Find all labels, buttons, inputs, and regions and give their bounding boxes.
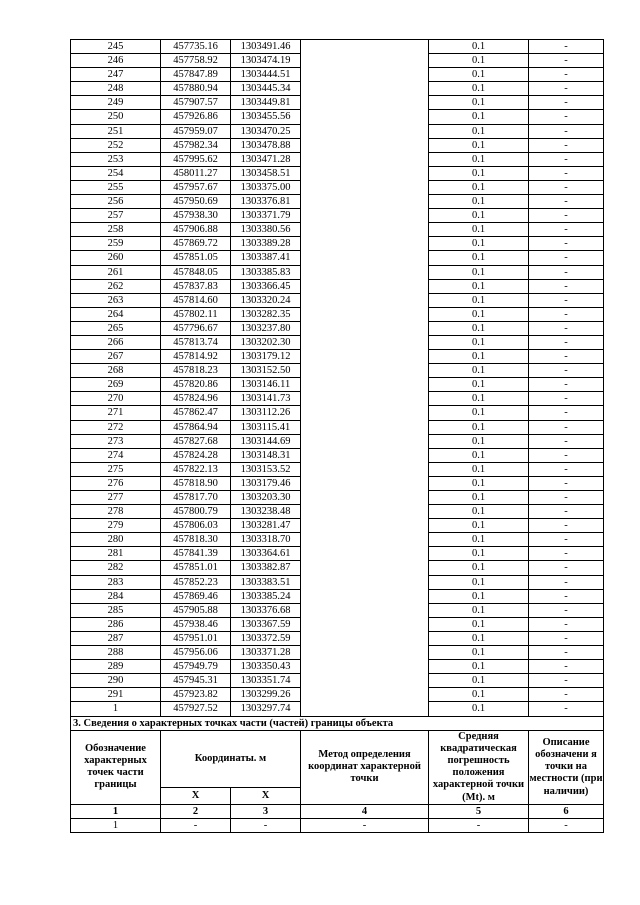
- cell: 0.1: [429, 40, 529, 54]
- cell: -: [529, 674, 604, 688]
- cell: 245: [71, 40, 161, 54]
- coordinates-table: [70, 39, 604, 833]
- cell: -: [529, 54, 604, 68]
- cell: 0.1: [429, 180, 529, 194]
- cell: 1303115.41: [231, 420, 301, 434]
- cell: 0.1: [429, 166, 529, 180]
- cell: 0.1: [429, 68, 529, 82]
- cell: 268: [71, 364, 161, 378]
- cell: 0.1: [429, 124, 529, 138]
- cell: 457950.69: [161, 195, 231, 209]
- cell: 270: [71, 392, 161, 406]
- cell: 1303148.31: [231, 448, 301, 462]
- cell: 288: [71, 646, 161, 660]
- cell: 280: [71, 533, 161, 547]
- cell: 457938.46: [161, 617, 231, 631]
- cell: 457837.83: [161, 279, 231, 293]
- cell: 269: [71, 378, 161, 392]
- cell: 457982.34: [161, 138, 231, 152]
- cell: -: [529, 476, 604, 490]
- cell: 0.1: [429, 82, 529, 96]
- cell: 1303179.46: [231, 476, 301, 490]
- cell: -: [231, 818, 301, 832]
- cell: -: [529, 321, 604, 335]
- cell: 0.1: [429, 307, 529, 321]
- cell: -: [529, 293, 604, 307]
- cell: -: [529, 561, 604, 575]
- cell: 1303299.26: [231, 688, 301, 702]
- cell: -: [161, 818, 231, 832]
- cell: 1303237.80: [231, 321, 301, 335]
- cell: 278: [71, 505, 161, 519]
- cell: 1303320.24: [231, 293, 301, 307]
- cell: 457758.92: [161, 54, 231, 68]
- cell: 256: [71, 195, 161, 209]
- cell: 457949.79: [161, 660, 231, 674]
- cell: 291: [71, 688, 161, 702]
- cell: 1303367.59: [231, 617, 301, 631]
- cell: 1: [71, 818, 161, 832]
- cell: 457938.30: [161, 209, 231, 223]
- cell: 457735.16: [161, 40, 231, 54]
- cell: 1303491.46: [231, 40, 301, 54]
- cell: 287: [71, 631, 161, 645]
- cell: 457959.07: [161, 124, 231, 138]
- header-method: Метод определения координат характерной точки: [301, 730, 429, 804]
- cell: 457851.05: [161, 251, 231, 265]
- cell: 0.1: [429, 209, 529, 223]
- coordinates-rows: [71, 40, 604, 717]
- cell: 0.1: [429, 392, 529, 406]
- cell: -: [529, 364, 604, 378]
- cell: 276: [71, 476, 161, 490]
- cell: 1303141.73: [231, 392, 301, 406]
- cell: 1303455.56: [231, 110, 301, 124]
- cell: 0.1: [429, 448, 529, 462]
- cell: 0.1: [429, 195, 529, 209]
- cell: 457869.72: [161, 237, 231, 251]
- cell: 286: [71, 617, 161, 631]
- cell: 0.1: [429, 350, 529, 364]
- column-number: 1: [71, 804, 161, 818]
- cell: -: [529, 533, 604, 547]
- column-number: 2: [161, 804, 231, 818]
- cell: -: [529, 180, 604, 194]
- cell: 457927.52: [161, 702, 231, 716]
- cell: 277: [71, 491, 161, 505]
- cell: 1303371.28: [231, 646, 301, 660]
- cell: 260: [71, 251, 161, 265]
- cell: 0.1: [429, 589, 529, 603]
- cell: 457869.46: [161, 589, 231, 603]
- cell: 1303366.45: [231, 279, 301, 293]
- cell: 457926.86: [161, 110, 231, 124]
- cell: 0.1: [429, 631, 529, 645]
- cell: 457802.11: [161, 307, 231, 321]
- cell: 1303444.51: [231, 68, 301, 82]
- cell: 1303385.83: [231, 265, 301, 279]
- cell: 267: [71, 350, 161, 364]
- cell: 271: [71, 406, 161, 420]
- cell: 1303376.68: [231, 603, 301, 617]
- cell: -: [529, 166, 604, 180]
- cell: 251: [71, 124, 161, 138]
- cell: 272: [71, 420, 161, 434]
- cell: 1303153.52: [231, 462, 301, 476]
- cell: -: [301, 818, 429, 832]
- cell: 457995.62: [161, 152, 231, 166]
- cell: 0.1: [429, 110, 529, 124]
- column-number: 6: [529, 804, 604, 818]
- cell: 279: [71, 519, 161, 533]
- cell: -: [529, 818, 604, 832]
- cell: 1303203.30: [231, 491, 301, 505]
- cell: 457851.01: [161, 561, 231, 575]
- cell: 457824.96: [161, 392, 231, 406]
- cell: -: [529, 462, 604, 476]
- header-description: Описание обозначени я точки на местности (при наличии): [529, 730, 604, 804]
- cell: 457957.67: [161, 180, 231, 194]
- cell: 0.1: [429, 54, 529, 68]
- cell: 1303371.79: [231, 209, 301, 223]
- cell: 1303458.51: [231, 166, 301, 180]
- cell: -: [529, 152, 604, 166]
- cell: -: [529, 265, 604, 279]
- cell: -: [529, 603, 604, 617]
- cell: 0.1: [429, 265, 529, 279]
- cell: 273: [71, 434, 161, 448]
- cell: 457956.06: [161, 646, 231, 660]
- cell: 457824.28: [161, 448, 231, 462]
- cell: 1303375.00: [231, 180, 301, 194]
- cell: -: [529, 279, 604, 293]
- cell: -: [529, 575, 604, 589]
- cell: 1303318.70: [231, 533, 301, 547]
- cell: 457905.88: [161, 603, 231, 617]
- cell: 266: [71, 335, 161, 349]
- cell: -: [429, 818, 529, 832]
- cell: 0.1: [429, 279, 529, 293]
- cell: 457813.74: [161, 335, 231, 349]
- section3-row: [71, 818, 604, 832]
- header-x2: X: [231, 787, 301, 804]
- cell: 1303478.88: [231, 138, 301, 152]
- cell: -: [529, 251, 604, 265]
- cell: 259: [71, 237, 161, 251]
- cell: 1303351.74: [231, 674, 301, 688]
- cell: -: [529, 335, 604, 349]
- cell: 1303385.24: [231, 589, 301, 603]
- cell: -: [529, 688, 604, 702]
- cell: 0.1: [429, 321, 529, 335]
- cell: 457848.05: [161, 265, 231, 279]
- cell: 457814.92: [161, 350, 231, 364]
- cell: 1303383.51: [231, 575, 301, 589]
- cell: 253: [71, 152, 161, 166]
- cell: 1303146.11: [231, 378, 301, 392]
- cell: 0.1: [429, 505, 529, 519]
- cell: 458011.27: [161, 166, 231, 180]
- cell: 457907.57: [161, 96, 231, 110]
- cell: 457847.89: [161, 68, 231, 82]
- cell: 0.1: [429, 519, 529, 533]
- cell: 0.1: [429, 223, 529, 237]
- cell: 275: [71, 462, 161, 476]
- cell: 0.1: [429, 603, 529, 617]
- cell: 261: [71, 265, 161, 279]
- cell: 255: [71, 180, 161, 194]
- cell: 457800.79: [161, 505, 231, 519]
- cell: 0.1: [429, 646, 529, 660]
- column-number: 5: [429, 804, 529, 818]
- cell: 0.1: [429, 434, 529, 448]
- cell: 1303179.12: [231, 350, 301, 364]
- cell: -: [529, 505, 604, 519]
- cell: -: [529, 40, 604, 54]
- cell: 0.1: [429, 251, 529, 265]
- cell: 457817.70: [161, 491, 231, 505]
- cell: -: [529, 350, 604, 364]
- cell: -: [529, 96, 604, 110]
- cell: 1303350.43: [231, 660, 301, 674]
- cell: 457945.31: [161, 674, 231, 688]
- cell: 265: [71, 321, 161, 335]
- header-error: Средняя квадратическая погрешность положения характерной точки (Mt). м: [429, 730, 529, 804]
- cell: 1: [71, 702, 161, 716]
- cell: 258: [71, 223, 161, 237]
- cell: -: [529, 223, 604, 237]
- cell: -: [529, 519, 604, 533]
- cell: 1303474.19: [231, 54, 301, 68]
- cell: 457822.13: [161, 462, 231, 476]
- cell: 1303144.69: [231, 434, 301, 448]
- cell: 1303282.35: [231, 307, 301, 321]
- section3: [71, 716, 604, 833]
- cell: 0.1: [429, 702, 529, 716]
- cell: 457864.94: [161, 420, 231, 434]
- column-numbers-row: [71, 804, 604, 818]
- cell: -: [529, 138, 604, 152]
- cell: 0.1: [429, 547, 529, 561]
- cell: 252: [71, 138, 161, 152]
- cell: 0.1: [429, 575, 529, 589]
- cell: 457827.68: [161, 434, 231, 448]
- cell: 457906.88: [161, 223, 231, 237]
- cell: 257: [71, 209, 161, 223]
- cell: 248: [71, 82, 161, 96]
- cell: 0.1: [429, 152, 529, 166]
- cell: 0.1: [429, 533, 529, 547]
- cell: 0.1: [429, 138, 529, 152]
- cell: 285: [71, 603, 161, 617]
- cell: 1303449.81: [231, 96, 301, 110]
- cell: 457880.94: [161, 82, 231, 96]
- cell: 0.1: [429, 617, 529, 631]
- cell: 0.1: [429, 674, 529, 688]
- cell: -: [529, 448, 604, 462]
- cell: 0.1: [429, 660, 529, 674]
- cell: 0.1: [429, 293, 529, 307]
- header-coordinates: Координаты. м: [161, 730, 301, 787]
- cell: 0.1: [429, 364, 529, 378]
- cell: 457951.01: [161, 631, 231, 645]
- cell: 274: [71, 448, 161, 462]
- cell: 457806.03: [161, 519, 231, 533]
- cell: 249: [71, 96, 161, 110]
- cell: 247: [71, 68, 161, 82]
- section3-title: 3. Сведения о характерных точках части (частей) границы объекта: [71, 716, 604, 730]
- cell: 1303238.48: [231, 505, 301, 519]
- cell: 0.1: [429, 406, 529, 420]
- header-point-designation: Обозначение характерных точек части границы: [71, 730, 161, 804]
- cell: 0.1: [429, 462, 529, 476]
- cell: 0.1: [429, 491, 529, 505]
- cell: 1303376.81: [231, 195, 301, 209]
- cell: 246: [71, 54, 161, 68]
- cell: -: [529, 195, 604, 209]
- cell: -: [529, 646, 604, 660]
- method-cell-merged: [301, 40, 429, 717]
- cell: -: [529, 491, 604, 505]
- cell: 457796.67: [161, 321, 231, 335]
- cell: 283: [71, 575, 161, 589]
- cell: 284: [71, 589, 161, 603]
- cell: 290: [71, 674, 161, 688]
- cell: 289: [71, 660, 161, 674]
- cell: 457814.60: [161, 293, 231, 307]
- cell: -: [529, 406, 604, 420]
- cell: -: [529, 378, 604, 392]
- cell: 457818.30: [161, 533, 231, 547]
- cell: 1303281.47: [231, 519, 301, 533]
- cell: 0.1: [429, 378, 529, 392]
- cell: 262: [71, 279, 161, 293]
- cell: 1303152.50: [231, 364, 301, 378]
- column-number: 3: [231, 804, 301, 818]
- cell: -: [529, 209, 604, 223]
- cell: 281: [71, 547, 161, 561]
- cell: 263: [71, 293, 161, 307]
- cell: -: [529, 237, 604, 251]
- cell: 1303470.25: [231, 124, 301, 138]
- cell: 0.1: [429, 335, 529, 349]
- table-row: [71, 40, 604, 54]
- cell: 1303389.28: [231, 237, 301, 251]
- cell: 1303445.34: [231, 82, 301, 96]
- cell: -: [529, 82, 604, 96]
- cell: -: [529, 631, 604, 645]
- cell: 0.1: [429, 476, 529, 490]
- cell: 457923.82: [161, 688, 231, 702]
- column-number: 4: [301, 804, 429, 818]
- cell: 457820.86: [161, 378, 231, 392]
- cell: -: [529, 589, 604, 603]
- cell: -: [529, 660, 604, 674]
- cell: -: [529, 617, 604, 631]
- cell: 457852.23: [161, 575, 231, 589]
- cell: 1303372.59: [231, 631, 301, 645]
- cell: 0.1: [429, 237, 529, 251]
- cell: 264: [71, 307, 161, 321]
- cell: 457862.47: [161, 406, 231, 420]
- cell: -: [529, 434, 604, 448]
- cell: -: [529, 110, 604, 124]
- cell: 1303112.26: [231, 406, 301, 420]
- cell: -: [529, 68, 604, 82]
- cell: 457841.39: [161, 547, 231, 561]
- cell: 0.1: [429, 561, 529, 575]
- cell: -: [529, 547, 604, 561]
- header-x1: X: [161, 787, 231, 804]
- cell: 1303364.61: [231, 547, 301, 561]
- cell: 1303297.74: [231, 702, 301, 716]
- cell: 0.1: [429, 688, 529, 702]
- cell: -: [529, 307, 604, 321]
- cell: -: [529, 392, 604, 406]
- cell: 0.1: [429, 420, 529, 434]
- cell: -: [529, 420, 604, 434]
- cell: 1303382.87: [231, 561, 301, 575]
- cell: -: [529, 124, 604, 138]
- cell: 250: [71, 110, 161, 124]
- cell: -: [529, 702, 604, 716]
- cell: 457818.23: [161, 364, 231, 378]
- cell: 254: [71, 166, 161, 180]
- cell: 282: [71, 561, 161, 575]
- cell: 1303387.41: [231, 251, 301, 265]
- cell: 457818.90: [161, 476, 231, 490]
- cell: 0.1: [429, 96, 529, 110]
- cell: 1303471.28: [231, 152, 301, 166]
- cell: 1303380.56: [231, 223, 301, 237]
- cell: 1303202.30: [231, 335, 301, 349]
